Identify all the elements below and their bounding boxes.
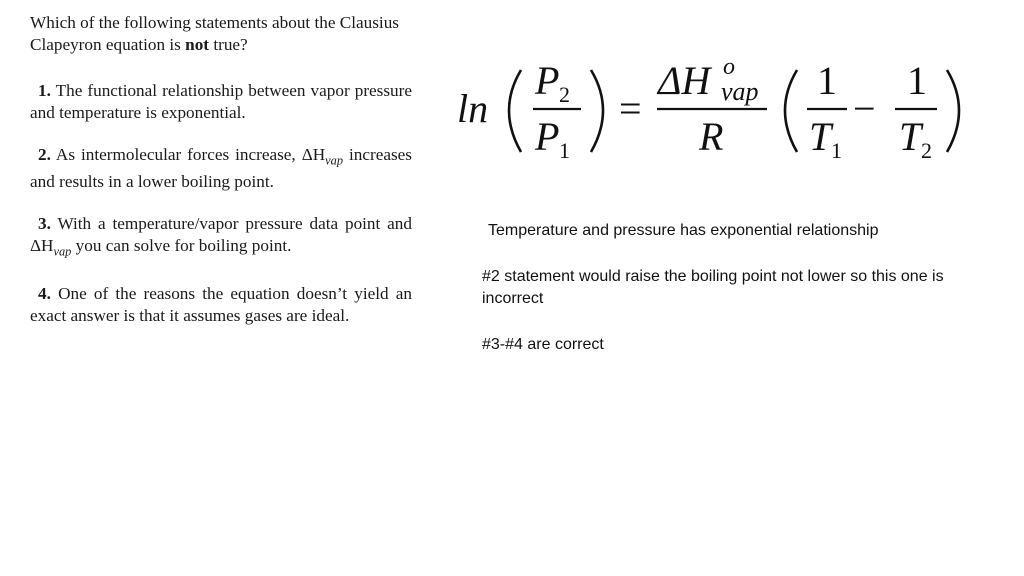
eq-p1: P: [535, 114, 560, 159]
statement-4-number: 4.: [38, 283, 51, 303]
question-stem-part1: Which of the following statements about the Clausius Clapeyron equation is: [30, 13, 399, 54]
note-line-3: #3-#4 are correct: [482, 336, 604, 353]
eq-p1-sub: 1: [559, 138, 570, 163]
statement-2: [30, 144, 412, 193]
note-line-2: #2 statement would raise the boiling point not lower so this one is incorrect: [482, 268, 944, 307]
eq-minus: −: [853, 86, 876, 131]
equation-svg: [455, 48, 975, 178]
statement-3-number: 3.: [38, 214, 51, 234]
eq-t1-sub: 1: [831, 138, 842, 163]
statement-3: [30, 213, 412, 262]
statement-3-subscript: vap: [53, 244, 72, 259]
question-panel: [30, 12, 412, 327]
statement-2-text-after: increases and results in a lower boiling point.: [30, 145, 412, 192]
eq-t2-sub: 2: [921, 138, 932, 163]
question-stem: [30, 12, 412, 56]
eq-delta-h: ΔH: [658, 58, 711, 103]
statement-2-subscript: vap: [325, 153, 344, 168]
statement-1-number: 1.: [38, 81, 51, 100]
eq-r: R: [699, 114, 724, 159]
statement-4: [30, 283, 412, 327]
eq-one-1: 1: [817, 58, 837, 103]
statement-4-text: One of the reasons the equation doesn’t yield an exact answer is that it assumes gases are ideal.: [30, 283, 412, 325]
eq-left-paren-1: [509, 70, 521, 152]
clausius-clapeyron-equation: [455, 48, 975, 178]
answer-notes: [482, 220, 992, 356]
statement-2-number: 2.: [38, 145, 51, 164]
question-stem-part2: true?: [209, 35, 248, 54]
eq-t2: T: [899, 114, 922, 159]
statement-1-text: The functional relationship between vapor pressure and temperature is exponential.: [30, 81, 412, 122]
note-line-1: Temperature and pressure has exponential relationship: [488, 222, 879, 239]
eq-left-paren-2: [785, 70, 797, 152]
eq-one-2: 1: [907, 58, 927, 103]
eq-delta-h-sub: vap: [721, 77, 759, 106]
eq-t1: T: [809, 114, 832, 159]
eq-right-paren-1: [591, 70, 603, 152]
eq-equals: =: [619, 86, 642, 131]
eq-delta-h-sup: o: [723, 54, 735, 80]
eq-ln: ln: [457, 86, 489, 131]
statement-2-text-before: As intermolecular forces increase, ΔH: [55, 145, 326, 164]
statement-1: [30, 80, 412, 124]
eq-p2: P: [535, 58, 560, 103]
statement-3-text-before: With a temperature/vapor pressure data point and ΔH: [30, 214, 412, 256]
eq-p2-sub: 2: [559, 82, 570, 107]
eq-right-paren-2: [947, 70, 959, 152]
statement-3-text-after: you can solve for boiling point.: [71, 236, 292, 256]
question-stem-emphasis: not: [185, 35, 210, 54]
